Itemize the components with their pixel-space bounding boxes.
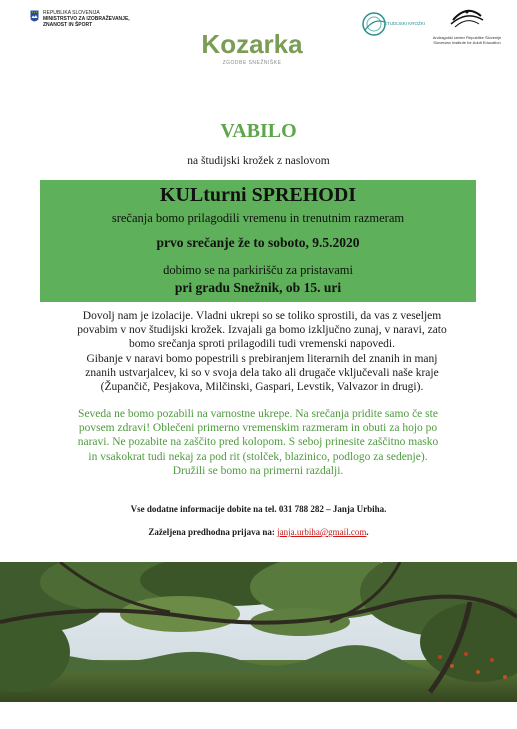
invitation-subtitle: na študijski krožek z naslovom (187, 155, 330, 167)
header (0, 0, 517, 80)
intro-line: povabim v nov študijski krožek. Izvajali ga bomo izključno zunaj, v naravi, zato (77, 324, 447, 337)
ministry-line: ZNANOST IN ŠPORT (43, 22, 93, 28)
forest-photo-image (0, 562, 517, 702)
acs-logo (428, 6, 506, 45)
safety-paragraph (48, 407, 468, 478)
safety-line: Družili se bomo na primerni razdalji. (172, 464, 344, 477)
slovenia-crest-icon (30, 10, 39, 22)
intro-line: Dovolj nam je izolacije. Vladni ukrepi so se toliko sprostili, da vas z veseljem (82, 310, 442, 322)
forest-photo (0, 562, 517, 702)
signup-label: Zaželjena predhodna prijava na: (148, 527, 278, 537)
event-date: prvo srečanje že to soboto, 9.5.2020 (156, 235, 360, 250)
signup-line (0, 527, 517, 537)
ministry-line: REPUBLIKA SLOVENIJA (43, 10, 100, 16)
safety-line: in vsakokrat tudi nekaj za pod rit (stolček, blazinico, podlogo za sedenje). (88, 450, 428, 463)
event-place-time: pri gradu Snežnik, ob 15. uri (174, 280, 342, 295)
event-meeting-point: dobimo se na parkirišču za pristavami (163, 263, 353, 277)
event-box (40, 180, 476, 302)
intro-line: Gibanje v naravi bomo popestrili s prebiranjem literarnih del znanih in manj (86, 352, 438, 365)
signup-suffix: . (366, 527, 369, 537)
ministry-logo (30, 10, 130, 28)
study-circles-logo (360, 10, 426, 45)
event-weather-note: srečanja bomo prilagodili vremenu in trenutnim razmeram (111, 211, 405, 225)
intro-line: znanih ustvarjalcev, ki so v svoja dela tako ali drugače vključevali naše kraje (85, 366, 439, 379)
kozarka-title: Kozarka (201, 29, 303, 59)
intro-line: (Župančič, Pesjakova, Milčinski, Gaspari, Levstik, Valvazor in drugi). (100, 381, 424, 394)
ministry-name (43, 10, 130, 28)
ministry-line: MINISTRSTVO ZA IZOBRAŽEVANJE, (43, 16, 130, 22)
signup-email-link[interactable]: janja.urbiha@gmail.com (277, 527, 367, 537)
contact-info: Vse dodatne informacije dobite na tel. 031 788 282 – Janja Urbiha. (130, 504, 387, 514)
acs-name (428, 35, 506, 45)
intro-paragraph (48, 309, 476, 394)
safety-line: naravi. Ne pozabite na zaščito pred kolopom. S seboj prinesite zaščitno masko (77, 436, 439, 449)
safety-line: povsem zdravi! Oblečeni primerno vremenskim razmeram in obuti za hojo po (78, 422, 438, 435)
intro-line: bomo srečanja sproti prilagodili tudi vremenski napovedi. (128, 338, 396, 351)
safety-line: Seveda ne bomo pozabili na varnostne ukrepe. Na srečanja pridite samo če ste (78, 408, 438, 420)
invitation-heading: VABILO (220, 120, 297, 142)
acs-line: Andragoški center Republike Slovenije (432, 35, 502, 40)
event-title: KULturni SPREHODI (159, 184, 357, 206)
kozarka-subtitle: ZGODBE SNEŽNIŠKE (222, 60, 282, 66)
kozarka-logo (187, 30, 317, 66)
acs-swirl-icon (447, 6, 487, 30)
study-circles-logo-label: ŠTUDIJSKI KROŽKI (384, 21, 426, 26)
acs-line: Slovenian Institute for Adult Education (433, 40, 501, 45)
